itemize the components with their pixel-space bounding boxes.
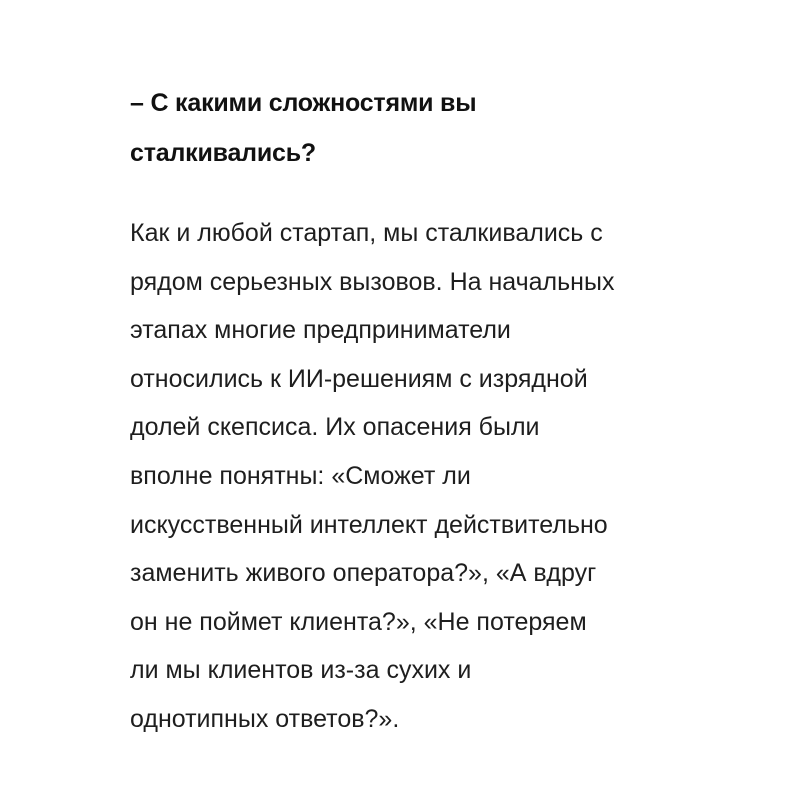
paragraph-line: он не поймет клиента?», «Не потеряем [130, 607, 587, 636]
heading-line: сталкивались? [130, 139, 316, 167]
paragraph-line: Как и любой стартап, мы сталкивались с [130, 219, 603, 247]
heading-line: – С какими сложностями вы [130, 89, 477, 117]
question-heading [130, 78, 770, 178]
paragraph-line: искусственный интеллект действительно [130, 510, 608, 539]
paragraph-line: ли мы клиентов из-за сухих и [130, 656, 472, 685]
paragraph-line: этапах многие предприниматели [130, 316, 511, 345]
paragraph-line: однотипных ответов?». [130, 704, 400, 733]
paragraph-line: вполне понятны: «Сможет ли [130, 461, 471, 490]
paragraph-line: рядом серьезных вызовов. На начальных [130, 267, 615, 296]
paragraph-line: заменить живого оператора?», «А вдруг [130, 559, 597, 588]
paragraph-line: долей скепсиса. Их опасения были [130, 413, 540, 442]
article [130, 78, 770, 744]
answer-paragraph [130, 209, 770, 744]
paragraph-line: относились к ИИ-решениям с изрядной [130, 364, 588, 393]
